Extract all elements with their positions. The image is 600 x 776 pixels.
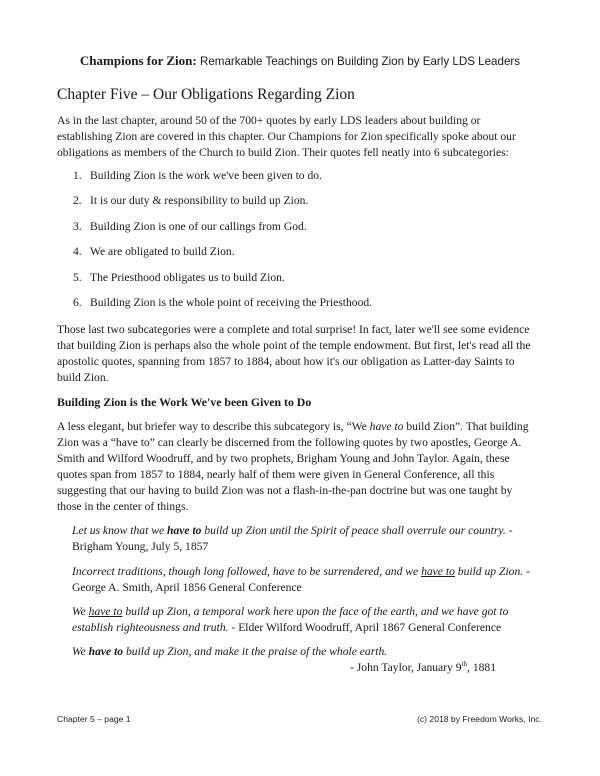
footer-page-number: Chapter 5 – page 1 xyxy=(57,714,131,724)
section-body-paragraph: A less elegant, but briefer way to describe this subcategory is, “We have to build Zion”. That building Zion was a “have to” can clearly be discerned from the following quotes by two apostles, George A. Smith and Wilford Woodruff, and by two prophets, Brigham Young and John Taylor. Again, these quotes span from 1857 to 1884, nearly half of them were given in General Conference, all this suggesting that our having to build Zion was not a flash-in-the-pan doctrine but was one taught by those in the center of things. xyxy=(57,420,529,513)
quote-john-taylor: We have to build up Zion, and make it the praise of the whole earth. - John Taylor, January 9th, 1881 xyxy=(72,644,536,676)
quote-signature: - John Taylor, January 9th, 1881 xyxy=(350,660,496,674)
list-item: 1. Building Zion is the work we've been given to do. xyxy=(73,169,322,182)
quote-brigham-young: Let us know that we have to build up Zion until the Spirit of peace shall overrule our country. - Brigham Young, July 5, 1857 xyxy=(72,524,513,553)
list-item: 6. Building Zion is the whole point of receiving the Priesthood. xyxy=(73,295,373,309)
section-heading: Building Zion is the Work We've been Given to Do xyxy=(57,395,312,409)
book-title: Champions for Zion: xyxy=(79,53,197,68)
running-header xyxy=(0,53,600,70)
book-subtitle: Remarkable Teachings on Building Zion by Early LDS Leaders xyxy=(199,55,521,68)
quote-wilford-woodruff: We have to build up Zion, a temporal work here upon the face of the earth, and we have got to establish righteousness and truth. - Elder Wilford Woodruff, April 1867 General Conference xyxy=(72,605,509,634)
list-item: 2. It is our duty & responsibility to build up Zion. xyxy=(73,194,309,208)
footer-copyright: (c) 2018 by Freedom Works, Inc. xyxy=(417,714,542,724)
chapter-title: Chapter Five – Our Obligations Regarding Zion xyxy=(57,86,355,103)
subcategory-list xyxy=(57,168,527,320)
list-item: 3. Building Zion is one of our callings from God. xyxy=(73,219,307,233)
list-item: 5. The Priesthood obligates us to build Zion. xyxy=(73,270,285,284)
list-item: 4. We are obligated to build Zion. xyxy=(73,245,235,259)
intro-paragraph: As in the last chapter, around 50 of the 700+ quotes by early LDS leaders about building or establishing Zion are covered in this chapter. Our Champions for Zion specifically spoke about our obligations as members of the Church to build Zion. Their quotes fell neatly into 6 subcategories: xyxy=(57,114,516,159)
quote-george-a-smith: Incorrect traditions, though long followed, have to be surrendered, and we have to build up Zion. - George A. Smith, April 1856 General Conference xyxy=(72,565,530,594)
after-list-paragraph: Those last two subcategories were a complete and total surprise! In fact, later we'll see some evidence that building Zion is perhaps also the whole point of the temple endowment. But first, let's read all the apostolic quotes, spanning from 1857 to 1884, about how it's our obligation as Latter-day Saints to build Zion. xyxy=(57,323,531,384)
